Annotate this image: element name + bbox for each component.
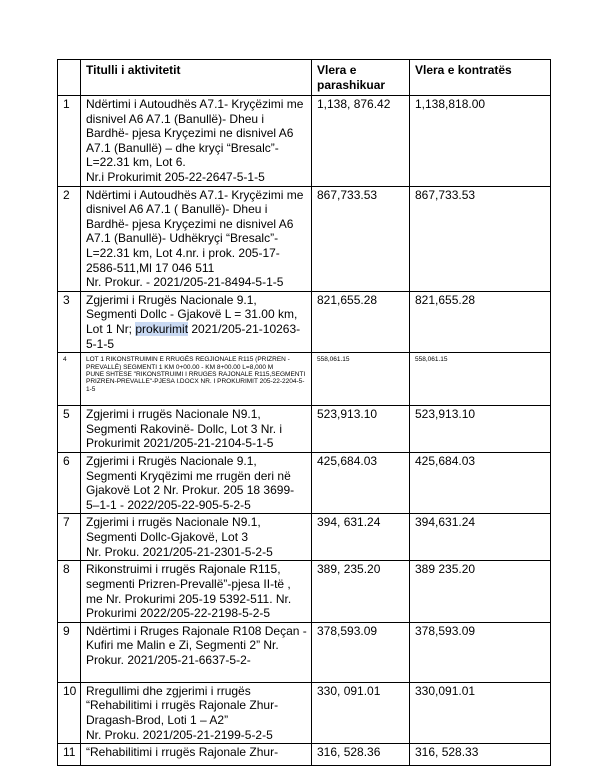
table-row (58, 186, 551, 291)
row-contract-value: 330,091.01 (410, 682, 551, 743)
row-title: Zgjerimi i Rrugës Nacionale 9.1, Segmenti Kryqëzimi me rrugën deri në Gjakovë Lot 2 Nr. Prokur. 205 18 3699-5–1-1 - 2022/205-22-905-5-2-5 (81, 453, 312, 514)
row-number: 5 (58, 406, 81, 453)
row-contract-value: 523,913.10 (410, 406, 551, 453)
row-number: 10 (58, 682, 81, 743)
table-row (58, 353, 551, 406)
row-number: 9 (58, 622, 81, 682)
row-planned-value: 330, 091.01 (312, 682, 410, 743)
row-title (81, 291, 312, 352)
row-contract-value: 821,655.28 (410, 291, 551, 352)
row-planned-value: 1,138, 876.42 (312, 96, 410, 187)
table-header-row (58, 60, 551, 96)
row-number: 2 (58, 186, 81, 291)
table-row (58, 561, 551, 622)
row-contract-value: 425,684.03 (410, 453, 551, 514)
row-number: 7 (58, 514, 81, 561)
row-contract-value: 316, 528.33 (410, 744, 551, 766)
row-planned-value: 394, 631.24 (312, 514, 410, 561)
row-title-text: Zgjerimi i Rrugës Nacionale 9.1, Segmenti Dollc - Gjakovë L = 31.00 km, Lot 1 Nr; (86, 292, 298, 336)
table-row (58, 682, 551, 743)
activities-table (57, 59, 551, 766)
row-title: Rregullimi dhe zgjerimi i rrugës “Rehabilitimi i rrugës Rajonale Zhur-Dragash-Brod, Loti 1 – A2” Nr. Proku. 2021/205-21-2199-5-2-5 (81, 682, 312, 743)
row-planned-value: 867,733.53 (312, 186, 410, 291)
row-title: Ndërtimi i Autoudhës A7.1- Kryçëzimi me disnivel A6 A7.1 ( Banullë)- Dheu i Bardhë- pjesa Kryçezimi ne disnivel A6 A7.1 (Banullë)- Udhëkryçi “Bresalc”- L=22.31 km, Lot 4.nr. i prok. 205-17-2586-511,Ml 17 046 511 Nr. Prokur. - 2021/205-21-8494-5-1-5 (81, 186, 312, 291)
row-planned-value: 821,655.28 (312, 291, 410, 352)
table-row (58, 406, 551, 453)
row-number: 4 (58, 353, 81, 406)
row-title: Zgjerimi i rrugës Nacionale N9.1, Segmenti Rakovinë- Dollc, Lot 3 Nr. i Prokurimit 2021/205-21-2104-5-1-5 (81, 406, 312, 453)
header-contract-value: Vlera e kontratës (410, 60, 551, 96)
table-row (58, 622, 551, 682)
row-title: Ndërtimi i Autoudhës A7.1- Kryçëzimi me disnivel A6 A7.1 (Banullë)- Dheu i Bardhë- pjesa Kryçezimi ne disnivel A6 A7.1 (Banullë) – dhe kryçi “Bresalc”- L=22.31 km, Lot 6. Nr.i Prokurimit 205-22-2647-5-1-5 (81, 96, 312, 187)
row-title: LOT 1 RIKONSTRUIMIN E RRUGËS REGJIONALE R115 (PRIZREN - PREVALLË) SEGMENTI 1 KM 0+00.00 - KM 8+00.00 L=8,000 M PUNE SHTESE "RIKONSTRUIMI I RRUGES RAJONALE R115,SEGMENTI PRIZREN-PREVALLE"-PJESA I.DOCX NR. I PROKURIMIT 205-22-2204-5-1-5 (81, 353, 312, 406)
header-number (58, 60, 81, 96)
row-contract-value: 1,138,818.00 (410, 96, 551, 187)
table-row (58, 453, 551, 514)
row-title: Zgjerimi i rrugës Nacionale N9.1, Segmenti Dollc-Gjakovë, Lot 3 Nr. Proku. 2021/205-21-2301-5-2-5 (81, 514, 312, 561)
table-row (58, 744, 551, 766)
table-row (58, 291, 551, 352)
row-number: 8 (58, 561, 81, 622)
row-planned-value: 523,913.10 (312, 406, 410, 453)
row-planned-value: 389, 235.20 (312, 561, 410, 622)
row-title: Rikonstruimi i rrugës Rajonale R115, segmenti Prizren-Prevallë”-pjesa II-të , me Nr. Prokurimi 205-19 5392-511. Nr. Prokurimi 2022/205-22-2198-5-2-5 (81, 561, 312, 622)
row-contract-value: 389 235.20 (410, 561, 551, 622)
row-planned-value: 558,061.15 (312, 353, 410, 406)
highlighted-text: prokurimit (135, 321, 189, 336)
row-planned-value: 378,593.09 (312, 622, 410, 682)
header-activity-title: Titulli i aktivitetit (81, 60, 312, 96)
row-title: “Rehabilitimi i rrugës Rajonale Zhur- (81, 744, 312, 766)
row-number: 1 (58, 96, 81, 187)
row-number: 11 (58, 744, 81, 766)
header-planned-value: Vlera e parashikuar (312, 60, 410, 96)
row-number: 6 (58, 453, 81, 514)
table-row (58, 96, 551, 187)
row-number: 3 (58, 291, 81, 352)
row-planned-value: 425,684.03 (312, 453, 410, 514)
row-title: Ndërtimi i Rruges Rajonale R108 Deçan - Kufiri me Malin e Zi, Segmenti 2” Nr. Prokur. 2021/205-21-6637-5-2- (81, 622, 312, 682)
row-contract-value: 867,733.53 (410, 186, 551, 291)
row-title-text: 2021/205-21-10263-5-1-5 (86, 321, 301, 351)
row-planned-value: 316, 528.36 (312, 744, 410, 766)
row-contract-value: 378,593.09 (410, 622, 551, 682)
row-contract-value: 394,631.24 (410, 514, 551, 561)
row-contract-value: 558,061.15 (410, 353, 551, 406)
table-row (58, 514, 551, 561)
